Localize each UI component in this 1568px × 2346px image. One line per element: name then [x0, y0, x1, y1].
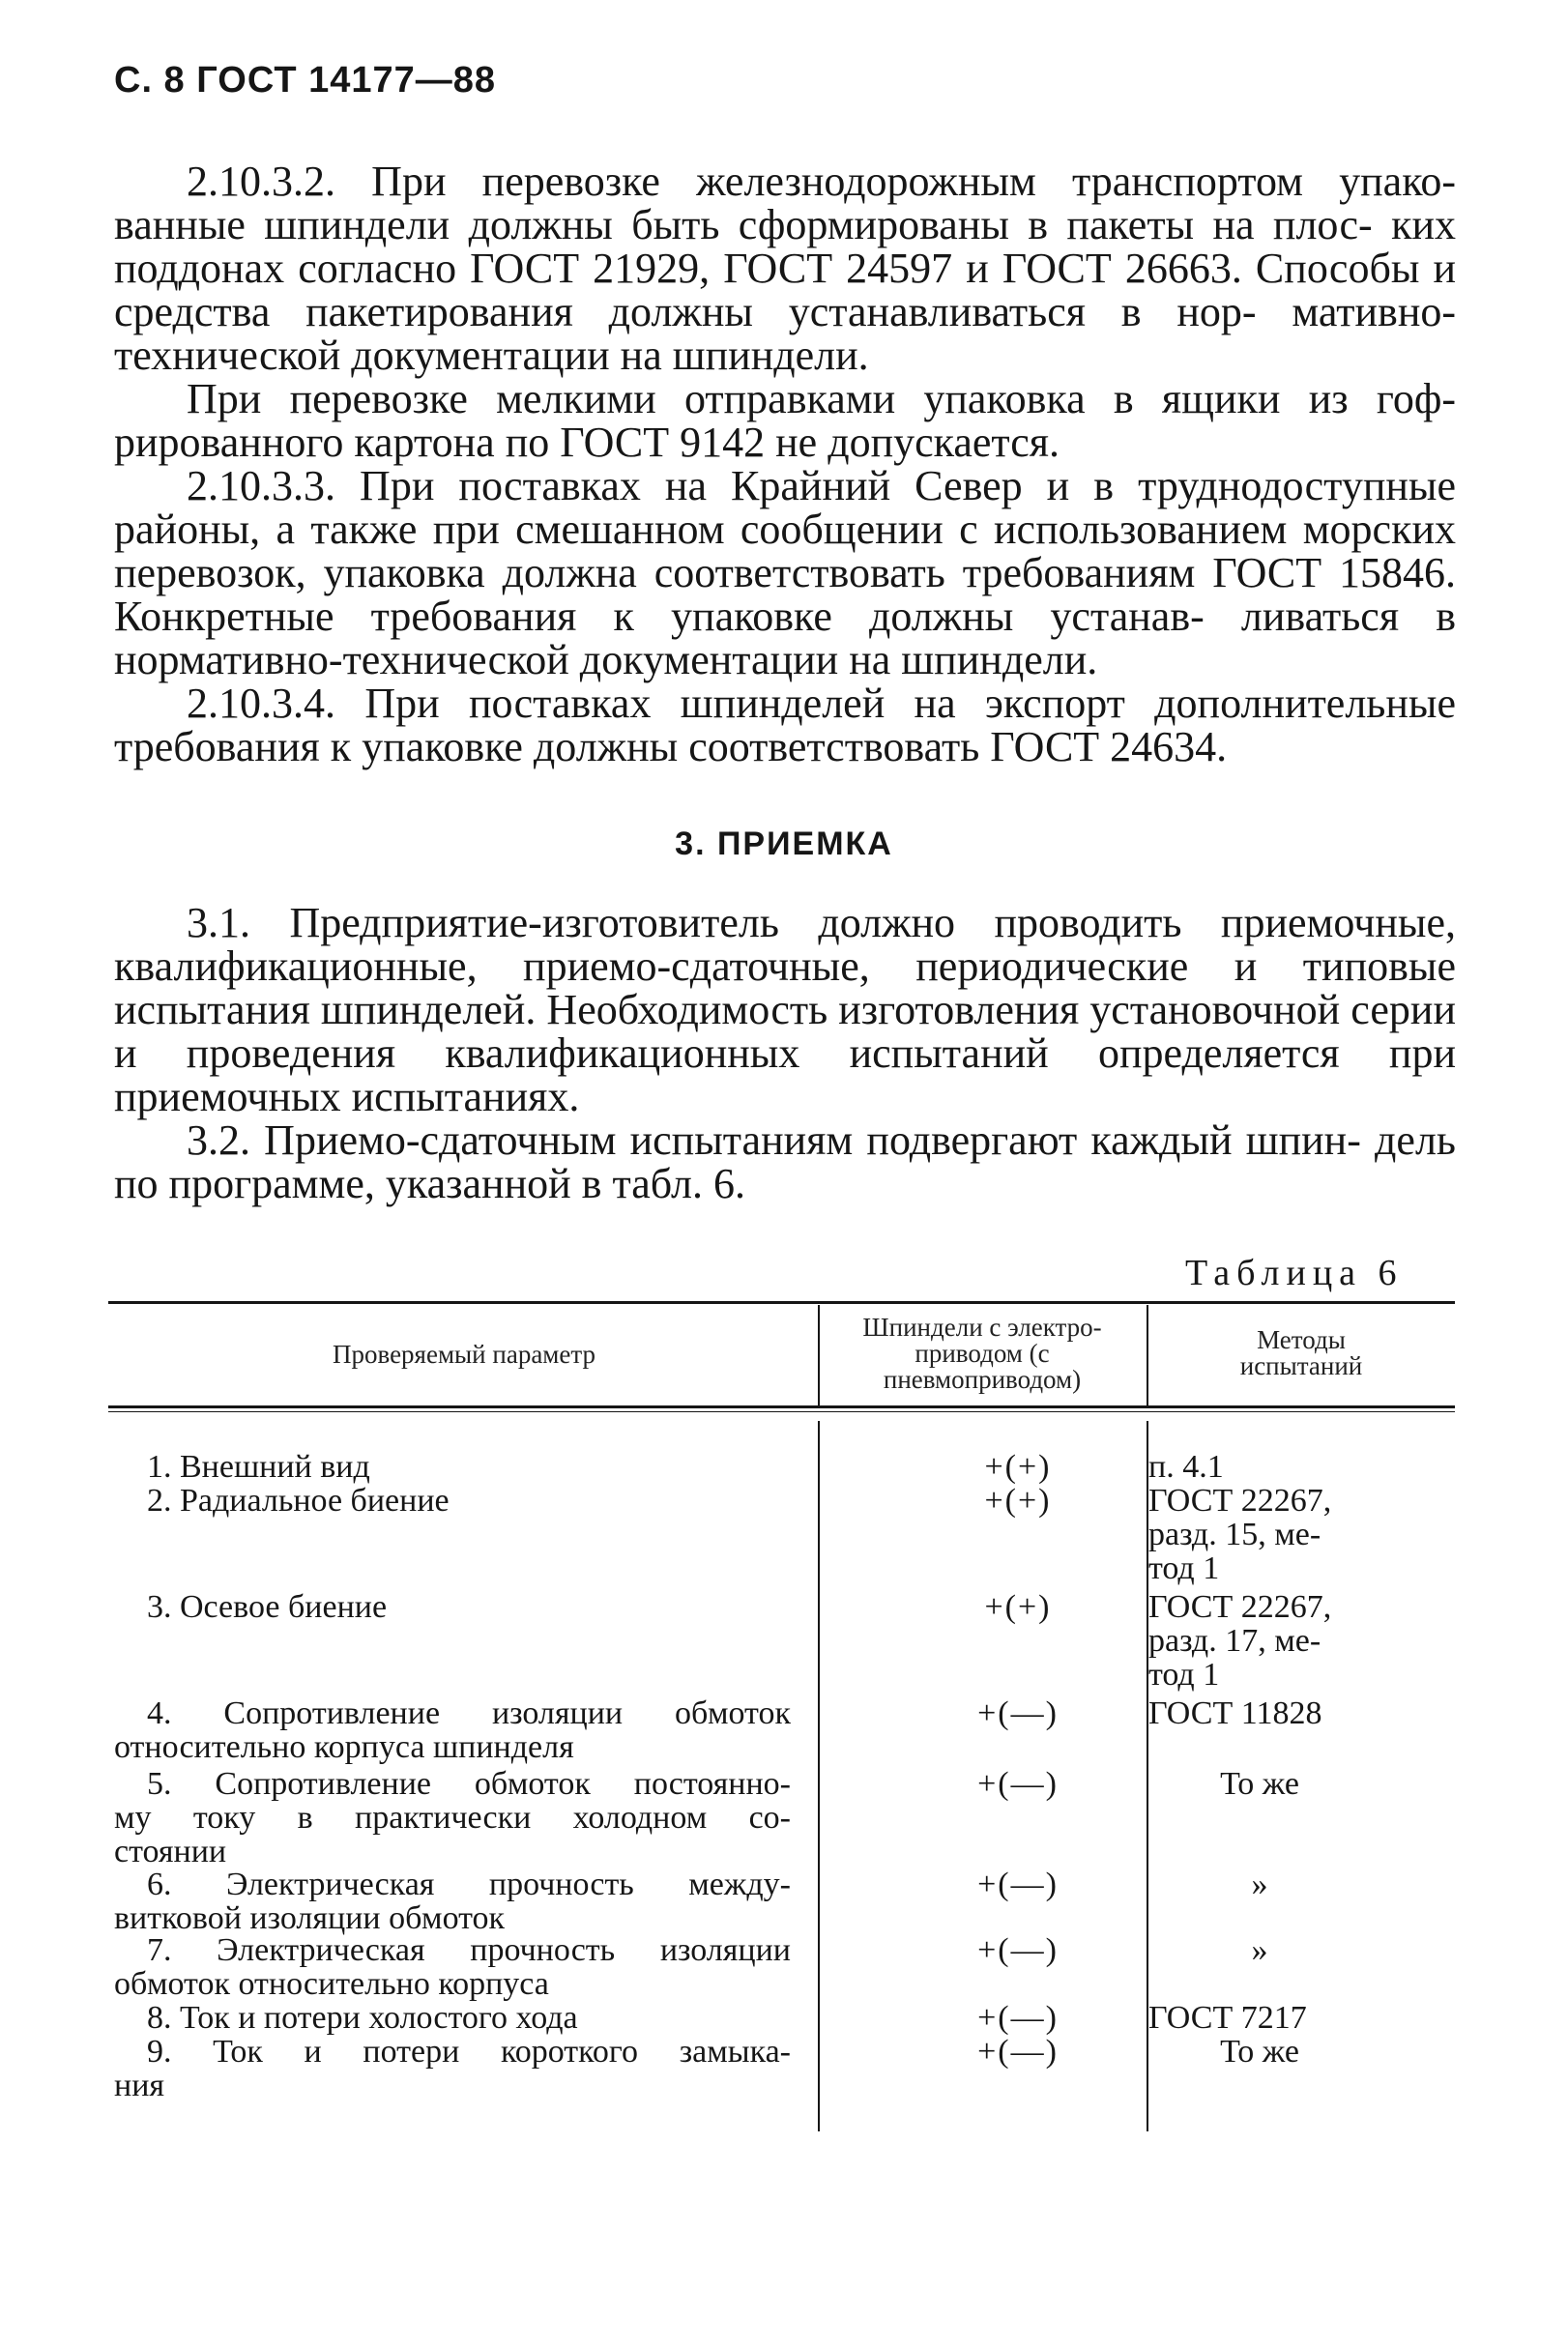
table-header-drive: Шпиндели с электро- приводом (с пневмоприводом)	[862, 1313, 1102, 1394]
table-cell-mark: +(—)	[977, 1766, 1059, 1802]
table-header-rule-thin	[108, 1411, 1455, 1412]
paragraph-small-shipments: При перевозке мелкими отправками упаковка в ящики из гоф- рированного картона по ГОСТ 9142 не допускается.	[114, 375, 1456, 466]
table-cell-mark: +(—)	[977, 2000, 1059, 2036]
table-cell-mark: +(+)	[984, 1483, 1052, 1519]
table-cell-param: 6. Электрическая прочность между- витковой изоляции обмоток	[114, 1867, 791, 1936]
table-header-rule	[108, 1405, 1455, 1408]
table-cell-param: 1. Внешний вид	[147, 1449, 370, 1485]
table-cell-param: 2. Радиальное биение	[147, 1483, 450, 1519]
table-cell-mark: +(—)	[977, 1695, 1059, 1731]
table-cell-method: п. 4.1	[1148, 1449, 1224, 1485]
table-cell-param: 5. Сопротивление обмоток постоянно- му току в практически холодном со- стоянии	[114, 1766, 791, 1869]
table-cell-method: То же	[1220, 1766, 1299, 1802]
body-text-section-2	[114, 159, 1456, 768]
table-top-rule	[108, 1301, 1455, 1304]
table-body-divider-1	[818, 1421, 820, 2131]
table-cell-param: 3. Осевое биение	[147, 1589, 388, 1625]
table-cell-method: »	[1251, 1867, 1268, 1902]
table-cell-method: То же	[1220, 2034, 1299, 2070]
table-cell-method: ГОСТ 11828	[1148, 1695, 1322, 1731]
table-cell-mark: +(—)	[977, 1932, 1059, 1968]
body-text-section-3	[114, 901, 1456, 1205]
paragraph-2-10-3-2: 2.10.3.2. При перевозке железнодорожным транспортом упако- ванные шпиндели должны быть сформированы в пакеты на плос- ких поддонах согласно ГОСТ 21929, ГОСТ 24597 и ГОСТ 26663. Способы и средства пакетирования должны устанавливаться в нор- мативно-технической документации на шпиндели.	[114, 158, 1457, 379]
paragraph-2-10-3-3: 2.10.3.3. При поставках на Крайний Север и в труднодоступные районы, а также при смешанном сообщении с использованием морских перевозок, упаковка должна соответствовать требованиям ГОСТ 15846. Конкретные требования к упаковке должны устанав- ливаться в нормативно-технической документации на шпиндели.	[114, 462, 1457, 683]
table-cell-method: »	[1251, 1932, 1268, 1968]
table-cell-param: 7. Электрическая прочность изоляции обмоток относительно корпуса	[114, 1932, 791, 2002]
table-cell-param: 9. Ток и потери короткого замыка- ния	[114, 2034, 791, 2103]
section-title: 3. ПРИЕМКА	[675, 825, 893, 862]
table-header-methods: Методы испытаний	[1239, 1325, 1363, 1380]
table-cell-mark: +(+)	[984, 1449, 1052, 1485]
table-cell-method: ГОСТ 22267, разд. 15, ме- тод 1	[1148, 1483, 1332, 1586]
table-header-param: Проверяемый параметр	[332, 1340, 596, 1369]
table-cell-method: ГОСТ 7217	[1148, 2000, 1307, 2036]
table-cell-param: 8. Ток и потери холостого хода	[147, 2000, 578, 2036]
page-header: С. 8 ГОСТ 14177—88	[114, 60, 497, 101]
table-cell-method: ГОСТ 22267, разд. 17, ме- тод 1	[1148, 1589, 1332, 1693]
table-cell-mark: +(—)	[977, 1867, 1059, 1902]
table-cell-param: 4. Сопротивление изоляции обмоток относительно корпуса шпинделя	[114, 1695, 791, 1765]
paragraph-2-10-3-4: 2.10.3.4. При поставках шпинделей на экспорт дополнительные требования к упаковке должны соответствовать ГОСТ 24634.	[114, 680, 1456, 770]
table-cell-mark: +(+)	[984, 1589, 1052, 1625]
table-caption: Таблица 6	[1185, 1253, 1404, 1293]
paragraph-3-2: 3.2. Приемо-сдаточным испытаниям подвергают каждый шпин- дель по программе, указанной в табл. 6.	[114, 1116, 1456, 1207]
paragraph-3-1: 3.1. Предприятие-изготовитель должно проводить приемочные, квалификационные, приемо-сдаточные, периодические и типовые испытания шпинделей. Необходимость изготовления установочной серии и проведения квалификационных испытаний определяется при приемочных испытаниях.	[114, 899, 1457, 1120]
table-cell-mark: +(—)	[977, 2034, 1059, 2070]
